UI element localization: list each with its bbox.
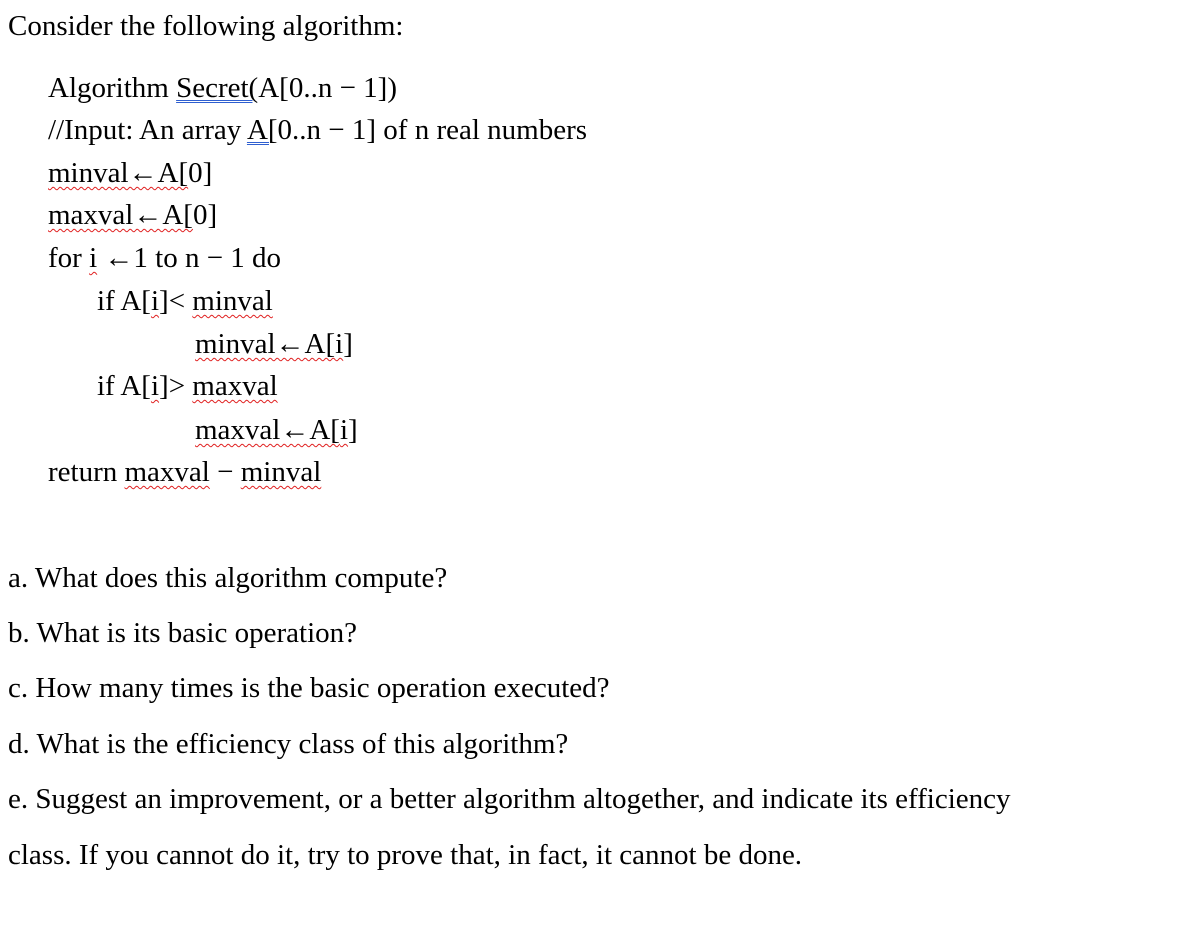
init-maxval-code: maxval←A[ (48, 199, 193, 231)
for-loop-range: ←1 to n − 1 do (97, 242, 282, 274)
return-operator: − (209, 456, 241, 488)
algorithm-params: A[0..n − 1]) (258, 72, 397, 104)
assign-min-code: minval←A[ (195, 328, 336, 360)
if-max-line (97, 368, 278, 404)
question-c: c. How many times is the basic operation executed? (8, 672, 610, 704)
assign-min-close: ] (343, 328, 353, 360)
input-array-ref: A[ (246, 114, 278, 146)
algorithm-keyword: Algorithm (48, 72, 177, 104)
if-min-operator: ]< (159, 285, 193, 317)
for-loop-line (48, 240, 281, 276)
if-max-index: i (150, 370, 160, 402)
input-comment-text: //Input: An array (48, 114, 247, 146)
if-min-keyword: if A[ (97, 285, 151, 317)
algorithm-input-comment (48, 112, 587, 148)
return-maxval: maxval (124, 456, 210, 488)
for-loop-var: i (89, 242, 98, 274)
init-minval-code: minval←A[ (48, 157, 189, 189)
algorithm-name: Secret( (176, 72, 259, 104)
if-min-index: i (150, 285, 160, 317)
intro-text: Consider the following algorithm: (8, 10, 404, 42)
assign-max-close: ] (348, 414, 358, 446)
return-line (48, 454, 321, 490)
algorithm-header (48, 70, 397, 106)
init-maxval-rest: 0] (192, 199, 218, 231)
for-keyword: for (48, 242, 90, 274)
question-e-continued: class. If you cannot do it, try to prove that, in fact, it cannot be done. (8, 839, 803, 871)
if-max-keyword: if A[ (97, 370, 151, 402)
init-minval-line (48, 155, 212, 191)
assign-max-index: i (339, 414, 349, 446)
question-a: a. What does this algorithm compute? (8, 562, 448, 594)
if-max-var: maxval (192, 370, 278, 402)
question-d: d. What is the efficiency class of this algorithm? (8, 728, 569, 760)
init-minval-rest: 0] (188, 157, 213, 189)
assign-min-line (195, 326, 353, 362)
input-array-rest: 0..n − 1] of n real numbers (277, 114, 588, 146)
if-min-line (97, 283, 273, 319)
question-b: b. What is its basic operation? (8, 617, 357, 649)
question-e: e. Suggest an improvement, or a better algorithm altogether, and indicate its efficiency (8, 783, 1011, 815)
assign-max-line (195, 412, 358, 448)
if-min-var: minval (192, 285, 273, 317)
return-keyword: return (48, 456, 125, 488)
if-max-operator: ]> (159, 370, 193, 402)
assign-min-index: i (335, 328, 344, 360)
assign-max-code: maxval←A[ (195, 414, 340, 446)
return-minval: minval (240, 456, 322, 488)
init-maxval-line (48, 197, 217, 233)
